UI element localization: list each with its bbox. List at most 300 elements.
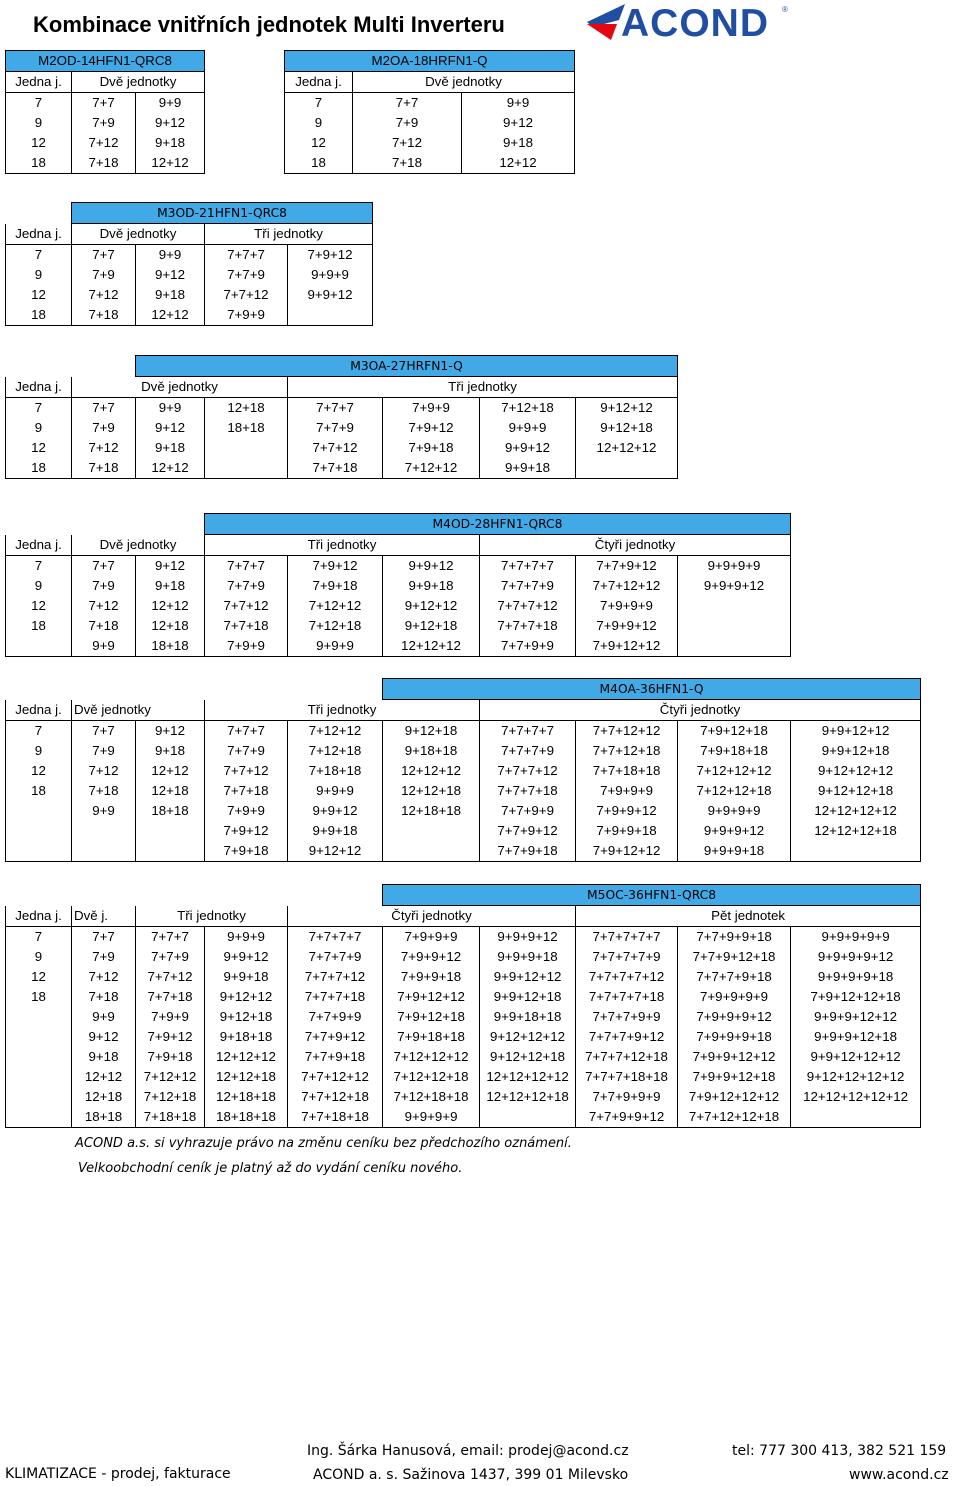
cell: 12 [6, 761, 72, 781]
table-row [6, 1027, 921, 1047]
cell: 12+12 [136, 458, 205, 479]
cell: 9 [285, 113, 353, 133]
cell: 9+9+9 [480, 418, 576, 438]
header-three: Tři jednotky [205, 535, 480, 556]
cell: 18 [6, 153, 72, 174]
cell: 7+7+9+9 [480, 636, 576, 657]
footer-website-link[interactable]: www.acond.cz [849, 1467, 949, 1483]
cell: 9+9+9 [288, 265, 373, 285]
cell: 9+18+18 [383, 741, 480, 761]
cell: 9+9+18 [288, 821, 383, 841]
cell [6, 841, 72, 862]
cell: 7 [6, 245, 72, 266]
cell: 7+9+12+12+18 [791, 987, 921, 1007]
cell: 9+12+12+12+12 [791, 1067, 921, 1087]
cell: 9 [6, 265, 72, 285]
cell: 7+7+7 [205, 245, 288, 266]
cell: 7+7+7+9+9 [576, 1007, 678, 1027]
table-row [6, 761, 921, 781]
cell: 9+9 [136, 93, 205, 114]
cell: 7+12+12 [383, 458, 480, 479]
table-row [6, 398, 678, 419]
cell: 12+12+12+12 [791, 801, 921, 821]
header-single: Jedna j. [6, 72, 72, 93]
cell: 7+9+9+18 [383, 967, 480, 987]
cell: 9+9+18 [205, 967, 288, 987]
cell: 7+7+7+7+7 [576, 927, 678, 948]
cell: 9+9+9+12+18 [791, 1027, 921, 1047]
cell: 7+9 [72, 741, 136, 761]
cell: 7+7+18+18 [576, 761, 678, 781]
cell: 9+9+12+12+12 [791, 1047, 921, 1067]
cell: 7+9+12+18 [678, 721, 791, 742]
cell: 7+9+12 [288, 245, 373, 266]
table-row [6, 616, 791, 636]
cell: 7+7+12 [205, 285, 288, 305]
cell: 9+12+18 [383, 616, 480, 636]
cell [205, 458, 288, 479]
cell: 9+12 [72, 1027, 136, 1047]
cell: 7+18 [72, 781, 136, 801]
table-row [6, 636, 791, 657]
cell: 9+9+9 [288, 636, 383, 657]
cell: 12+12 [136, 761, 205, 781]
cell: 7+7+12 [205, 761, 288, 781]
table-title: M3OA-27HRFN1-Q [136, 356, 678, 377]
cell: 12+18+18 [205, 1087, 288, 1107]
cell: 9+12+12 [288, 841, 383, 862]
cell: 7+18 [72, 153, 136, 174]
cell: 12+12+12 [576, 438, 678, 458]
cell: 7 [6, 93, 72, 114]
cell: 9+9 [462, 93, 575, 114]
table-m3od [5, 202, 373, 326]
cell [6, 1007, 72, 1027]
cell: 9 [6, 418, 72, 438]
cell: 12+12 [462, 153, 575, 174]
cell [72, 841, 136, 862]
cell: 7+7+7+18+18 [576, 1067, 678, 1087]
table-row [6, 927, 921, 948]
cell: 7+12+12+12 [678, 761, 791, 781]
cell [205, 438, 288, 458]
cell: 7+7 [72, 398, 136, 419]
cell: 7+12 [72, 285, 136, 305]
cell: 12 [285, 133, 353, 153]
cell: 7+7+9+12+18 [678, 947, 791, 967]
cell: 7+7+7+7+9 [576, 947, 678, 967]
cell: 9+9+12+18 [480, 987, 576, 1007]
cell: 12+12+18 [205, 1067, 288, 1087]
cell: 12 [6, 133, 72, 153]
cell: 7+7+7+12 [288, 967, 383, 987]
cell: 12+12 [136, 153, 205, 174]
cell: 7+9+9+9+12 [678, 1007, 791, 1027]
cell: 7+9+9 [205, 305, 288, 326]
page-title: Kombinace vnitřních jednotek Multi Inverteru [33, 12, 505, 37]
cell: 7+12 [72, 761, 136, 781]
cell: 7+9+12+12 [576, 636, 678, 657]
cell: 7+9+9 [205, 636, 288, 657]
cell: 9+18 [136, 576, 205, 596]
logo-arrow-icon [587, 4, 625, 40]
table-row [6, 458, 678, 479]
cell: 12+18 [136, 616, 205, 636]
cell: 7+7+7+9 [480, 741, 576, 761]
cell: 7+12+12 [136, 1067, 205, 1087]
cell [6, 1107, 72, 1128]
cell: 7+9+9+9 [576, 781, 678, 801]
cell: 9+12+12 [576, 398, 678, 419]
cell: 7+7+7+7 [480, 556, 576, 577]
cell: 7+9+18+18 [383, 1027, 480, 1047]
cell: 12+12+12+18 [480, 1087, 576, 1107]
table-row [6, 153, 285, 174]
cell: 9+12+12 [383, 596, 480, 616]
cell: 12 [6, 967, 72, 987]
table-row [285, 153, 575, 174]
table-row [6, 245, 373, 266]
cell: 9+9+9+18 [480, 947, 576, 967]
cell: 9+12 [136, 265, 205, 285]
cell [791, 1107, 921, 1128]
cell: 12+18 [205, 398, 288, 419]
cell: 7+7+7+9 [288, 947, 383, 967]
header-two: Dvě jednotky [353, 72, 575, 93]
header-single: Jedna j. [6, 224, 72, 245]
cell: 7+7+7+12 [480, 761, 576, 781]
cell: 7+9+9 [205, 801, 288, 821]
cell: 7+12+12+12 [383, 1047, 480, 1067]
cell: 9+9 [136, 245, 205, 266]
table-row [285, 133, 575, 153]
cell: 12+12 [136, 305, 205, 326]
cell: 7+9+12+18 [383, 1007, 480, 1027]
cell: 9+18+18 [205, 1027, 288, 1047]
cell: 7+18 [72, 305, 136, 326]
cell: 7+7+12 [136, 967, 205, 987]
table-row [6, 93, 285, 114]
header-three: Tři jednotky [136, 906, 288, 927]
cell: 7+9+12 [288, 556, 383, 577]
cell: 7+7+7+7+18 [576, 987, 678, 1007]
cell: 7+7+9 [205, 576, 288, 596]
cell [136, 841, 205, 862]
cell: 18 [6, 616, 72, 636]
cell: 7+9+18+18 [678, 741, 791, 761]
cell: 9+9+9+9+18 [791, 967, 921, 987]
cell: 7+12+12 [288, 596, 383, 616]
cell: 9+9+9 [205, 927, 288, 948]
cell: 7+9+9+12 [383, 947, 480, 967]
cell: 18+18 [72, 1107, 136, 1128]
cell: 7+7+7+18 [288, 987, 383, 1007]
cell: 7+7+7 [205, 721, 288, 742]
cell: 9+9 [72, 1007, 136, 1027]
cell: 7+7+12+12 [576, 576, 678, 596]
cell: 9+12+12+18 [480, 1047, 576, 1067]
cell: 7+12+18+18 [383, 1087, 480, 1107]
table-title: M2OA-18HRFN1-Q [285, 51, 575, 72]
cell: 9+12+12+12 [791, 761, 921, 781]
cell: 9+12+12+12 [480, 1027, 576, 1047]
cell: 7 [6, 927, 72, 948]
cell: 9+9+12+12 [791, 721, 921, 742]
cell: 7+7+7+7 [288, 927, 383, 948]
cell: 7+7 [72, 93, 136, 114]
cell: 9+9+12 [205, 947, 288, 967]
table-row [6, 801, 921, 821]
cell [136, 821, 205, 841]
cell: 7+7+12+18 [288, 1087, 383, 1107]
cell: 7+9 [72, 947, 136, 967]
cell: 9 [6, 576, 72, 596]
cell: 9+9+9+18 [678, 841, 791, 862]
cell: 7+9+18 [205, 841, 288, 862]
cell: 9+9+12 [383, 556, 480, 577]
cell: 18+18 [136, 636, 205, 657]
cell: 12+12+12+12+12 [791, 1087, 921, 1107]
cell: 7+9+12+12 [576, 841, 678, 862]
cell: 7+18 [72, 458, 136, 479]
cell: 7+9 [72, 265, 136, 285]
cell: 9+18 [462, 133, 575, 153]
cell: 7+7+7+18 [480, 781, 576, 801]
table-m2od [5, 50, 285, 174]
cell: 7+7+12 [205, 596, 288, 616]
cell: 7+7+18 [288, 458, 383, 479]
header-two: Dvě jednotky [72, 700, 205, 721]
cell: 7+7+12+12+18 [678, 1107, 791, 1128]
cell: 12+12+12 [205, 1047, 288, 1067]
cell: 9+9+12 [288, 285, 373, 305]
cell [480, 1107, 576, 1128]
cell [678, 616, 791, 636]
cell [6, 1027, 72, 1047]
cell: 7+7+9+12 [576, 556, 678, 577]
table-row [6, 721, 921, 742]
table-title: M4OA-36HFN1-Q [383, 679, 921, 700]
cell [6, 1087, 72, 1107]
cell: 18+18 [205, 418, 288, 438]
cell: 18+18+18 [205, 1107, 288, 1128]
cell: 7+12+18 [136, 1087, 205, 1107]
cell: 9+12 [136, 418, 205, 438]
cell: 18+18 [136, 801, 205, 821]
cell: 9+9+9+12 [678, 576, 791, 596]
disclaimer-note: ACOND a.s. si vyhrazuje právo na změnu ceníku bez předchozího oznámení. [75, 1136, 572, 1151]
cell: 9+12+18 [576, 418, 678, 438]
header-single: Jedna j. [6, 535, 72, 556]
cell: 7+7+12+12 [576, 721, 678, 742]
cell [678, 596, 791, 616]
cell [6, 636, 72, 657]
table-m4oa [5, 678, 921, 862]
cell: 7+7 [353, 93, 462, 114]
cell: 7+12+12+18 [383, 1067, 480, 1087]
cell: 9+12+12+18 [791, 781, 921, 801]
cell: 7+7+9 [288, 418, 383, 438]
cell: 12+18 [72, 1087, 136, 1107]
cell: 7+12+12+18 [678, 781, 791, 801]
cell: 9+12 [136, 556, 205, 577]
table-title: M3OD-21HFN1-QRC8 [72, 203, 373, 224]
cell: 7+9+9+9 [576, 596, 678, 616]
table-row [6, 596, 791, 616]
cell: 9+9+12+18 [791, 741, 921, 761]
cell: 7 [6, 556, 72, 577]
acond-logo [585, 0, 790, 44]
header-three: Tři jednotky [288, 377, 678, 398]
cell: 7+7+7+9 [480, 576, 576, 596]
cell: 18 [285, 153, 353, 174]
cell: 9+18 [136, 285, 205, 305]
cell: 7+7+7+12 [480, 596, 576, 616]
cell [288, 305, 373, 326]
cell: 7+9+9 [383, 398, 480, 419]
cell: 9+9 [72, 801, 136, 821]
footer-department: KLIMATIZACE - prodej, fakturace [5, 1466, 231, 1482]
cell: 9+9+9+12+12 [791, 1007, 921, 1027]
cell: 7+9+9+12+12 [678, 1047, 791, 1067]
cell: 7+12+18 [288, 616, 383, 636]
cell: 7+12+18 [480, 398, 576, 419]
header-four: Čtyři jednotky [480, 700, 921, 721]
cell [6, 801, 72, 821]
cell: 7+9+9+18 [576, 821, 678, 841]
cell: 7+7 [72, 556, 136, 577]
cell: 9+9 [136, 398, 205, 419]
cell: 7+7+12+18 [576, 741, 678, 761]
cell: 7+9+9+9+9 [678, 987, 791, 1007]
cell: 9+12 [136, 721, 205, 742]
header-two: Dvě jednotky [72, 72, 205, 93]
cell: 12+12+12+12 [480, 1067, 576, 1087]
header-single: Jedna j. [6, 700, 72, 721]
cell: 7+7 [72, 245, 136, 266]
header-single: Jedna j. [6, 377, 72, 398]
cell: 9+9+18 [383, 576, 480, 596]
cell: 7+7+7+18 [480, 616, 576, 636]
cell: 7+7+18 [136, 987, 205, 1007]
cell: 7+9+18 [288, 576, 383, 596]
cell: 7+7+9+9+12 [576, 1107, 678, 1128]
cell: 12+12 [72, 1067, 136, 1087]
table-row [6, 967, 921, 987]
table-row [6, 113, 285, 133]
table-row [6, 265, 373, 285]
header-single: Jedna j. [285, 72, 353, 93]
cell: 7+7+9+9 [288, 1007, 383, 1027]
cell: 7+7+9+9 [480, 801, 576, 821]
table-title: M2OD-14HFN1-QRC8 [6, 51, 205, 72]
cell [6, 1067, 72, 1087]
cell: 7 [6, 398, 72, 419]
registered-mark-icon: ® [782, 5, 788, 14]
cell: 9+18 [136, 438, 205, 458]
cell: 9+9 [72, 636, 136, 657]
cell: 18 [6, 305, 72, 326]
cell: 9+9+9+12 [480, 927, 576, 948]
cell: 7+7+18+18 [288, 1107, 383, 1128]
cell: 7+9+12+12+12 [678, 1087, 791, 1107]
cell [791, 841, 921, 862]
cell: 9+9+9+9 [383, 1107, 480, 1128]
cell: 7+9 [72, 113, 136, 133]
cell: 7+7+9 [205, 265, 288, 285]
cell: 7+9+12 [383, 418, 480, 438]
cell [678, 636, 791, 657]
cell: 9+12+18 [205, 1007, 288, 1027]
cell: 7+7+9+18 [480, 841, 576, 862]
cell: 7+7+7+7 [480, 721, 576, 742]
table-title: M5OC-36HFN1-QRC8 [383, 885, 921, 906]
table-row [6, 781, 921, 801]
cell [6, 1047, 72, 1067]
cell: 7 [6, 721, 72, 742]
cell: 7+9+9 [136, 1007, 205, 1027]
table-row [285, 113, 575, 133]
cell [383, 821, 480, 841]
cell: 9 [6, 947, 72, 967]
cell: 9+9+9+9 [678, 556, 791, 577]
header-three: Tři jednotky [205, 700, 480, 721]
cell: 7+9+12 [136, 1027, 205, 1047]
cell: 9+18 [136, 133, 205, 153]
cell: 7+7+7 [288, 398, 383, 419]
header-two: Dvě jednotky [72, 377, 288, 398]
cell [576, 458, 678, 479]
cell: 9+9+12 [480, 438, 576, 458]
table-m3oa [5, 355, 678, 479]
cell: 7+7+7 [136, 927, 205, 948]
cell [383, 841, 480, 862]
cell: 7+9+9+12+18 [678, 1067, 791, 1087]
table-row [6, 438, 678, 458]
header-two: Dvě jednotky [72, 224, 205, 245]
cell: 9+9+18 [480, 458, 576, 479]
cell: 7+7 [72, 721, 136, 742]
cell: 12+12 [136, 596, 205, 616]
cell: 7+7 [72, 927, 136, 948]
cell: 7+7+18 [205, 616, 288, 636]
cell: 7+18+18 [288, 761, 383, 781]
header-two: Dvě jednotky [72, 535, 205, 556]
table-row [6, 1047, 921, 1067]
cell: 7+7+7+7+12 [576, 967, 678, 987]
cell: 9+12+12 [205, 987, 288, 1007]
table-row [6, 987, 921, 1007]
cell: 7+18 [72, 616, 136, 636]
table-row [285, 93, 575, 114]
cell: 18 [6, 781, 72, 801]
table-row [6, 133, 285, 153]
cell: 12+18+18 [383, 801, 480, 821]
cell: 12 [6, 285, 72, 305]
cell: 7+9+12+12 [383, 987, 480, 1007]
table-title: M4OD-28HFN1-QRC8 [205, 514, 791, 535]
cell: 9+18 [136, 741, 205, 761]
table-m4od [5, 513, 791, 657]
cell: 12+12+12 [383, 761, 480, 781]
cell: 7+7+7+12+18 [576, 1047, 678, 1067]
cell: 7+12 [72, 133, 136, 153]
cell: 7+9+9+9 [383, 927, 480, 948]
cell: 7+7+9+9+9 [576, 1087, 678, 1107]
validity-note: Velkoobchodní ceník je platný až do vydání ceníku nového. [78, 1161, 463, 1176]
cell: 7+9+18 [136, 1047, 205, 1067]
table-row [6, 556, 791, 577]
